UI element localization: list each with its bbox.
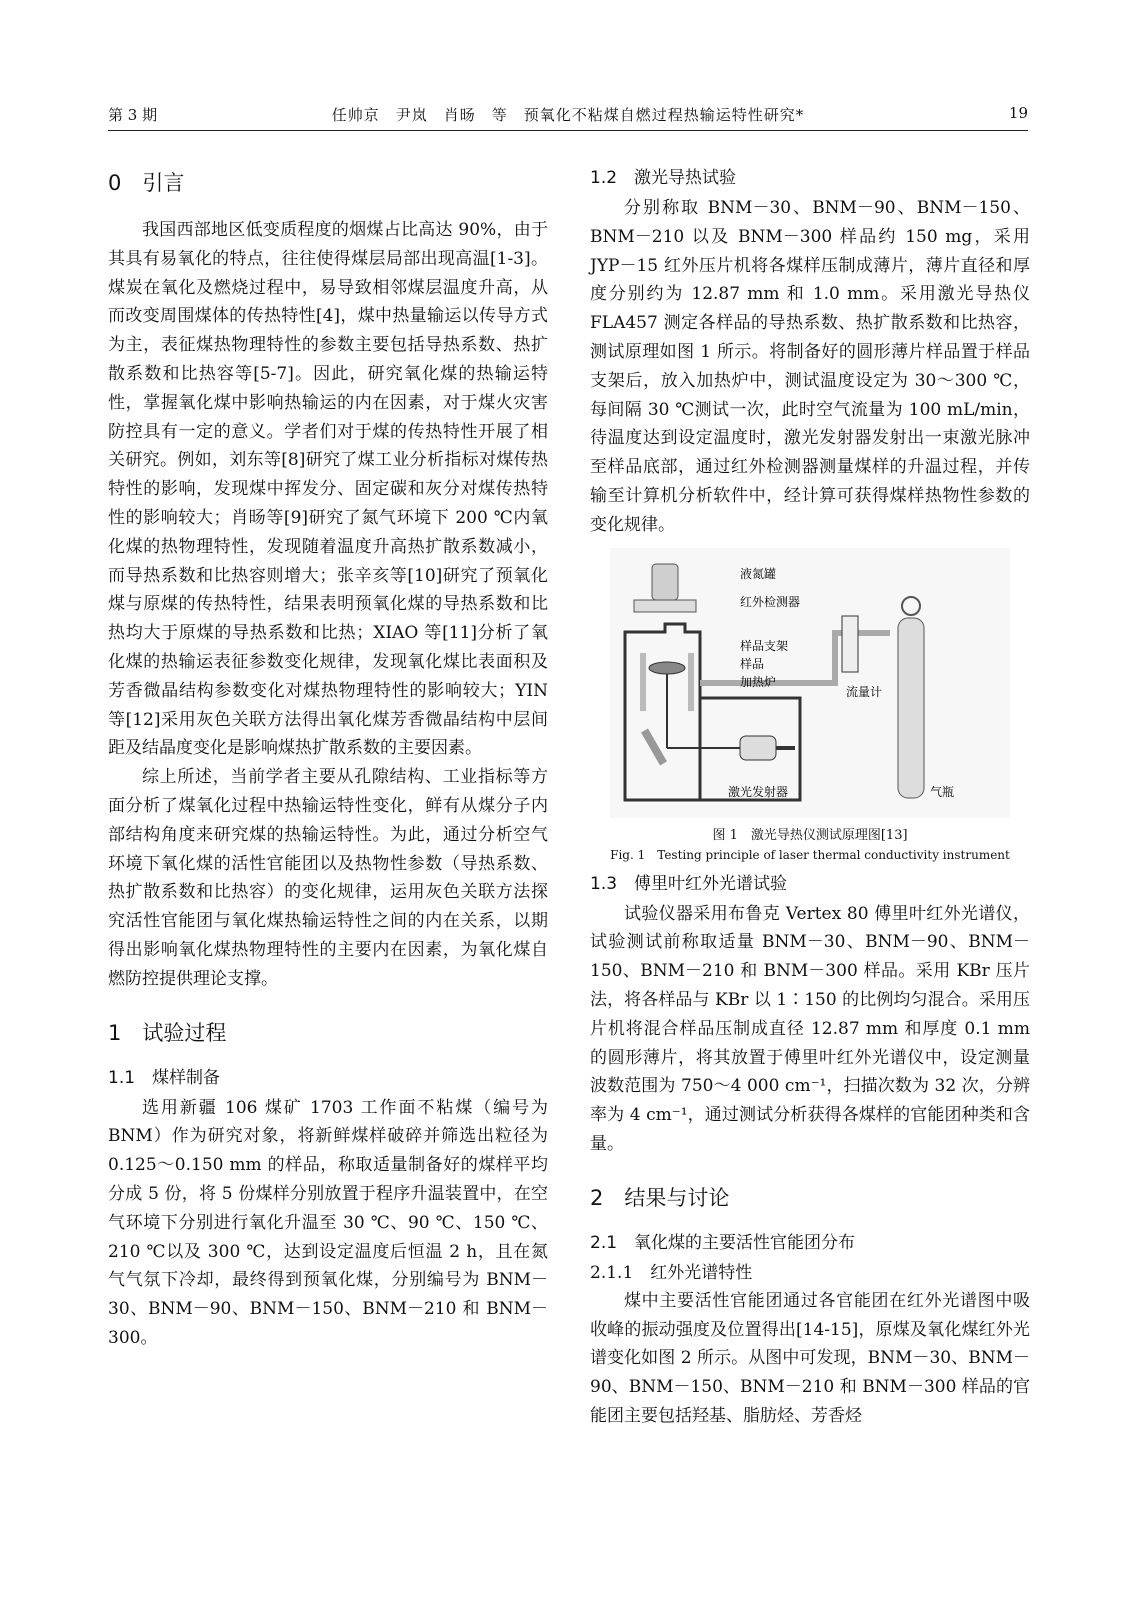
flowmeter-body [842,616,858,672]
header-rule [108,130,1028,131]
section-2-title: 2 结果与讨论 [590,1185,730,1210]
label-flowmeter: 流量计 [846,684,883,699]
label-gas-cylinder: 气瓶 [930,784,955,799]
right-column [590,160,1030,1431]
section-1-2-paragraph: 分别称取 BNM－30、BNM－90、BNM－150、BNM－210 以及 BNM－300 样品约 150 mg，采用 JYP－15 红外压片机将各煤样压制成薄片，薄片直径和厚度分别约为 12.87 mm 和 1.0 mm。采用激光导热仪 FLA457 测定各样品的导热系数、热扩散系数和比热容，测试原理如图 1 所示。将制备好的圆形薄片样品置于样品支架后，放入加热炉中，测试温度设定为 30～300 ℃，每间隔 30 ℃测试一次，此时空气流量为 100 mL/min，待温度达到设定温度时，激光发射器发射出一束激光脉冲至样品底部，通过红外检测器测量煤样的升温过程，并传输至计算机分析软件中，经计算可获得煤样热物性参数的变化规律。 [590,198,1030,535]
section-1-3-title: 1.3 傅里叶红外光谱试验 [590,873,788,894]
laser-flash-schematic [590,548,1030,818]
label-sample-holder: 样品支架 [740,638,789,653]
section-1-title: 1 试验过程 [108,1020,227,1045]
section-2-1-title: 2.1 氧化煤的主要活性官能团分布 [590,1232,856,1253]
sample-disk [649,662,685,674]
label-sample: 样品 [740,656,765,671]
label-furnace: 加热炉 [740,674,777,689]
issue-number: 第 3 期 [108,106,158,124]
section-1-1-title: 1.1 煤样制备 [108,1067,221,1088]
label-ir-detector: 红外检测器 [740,594,801,609]
running-header [108,104,1028,132]
figure-1-caption-en: Fig. 1 Testing principle of laser thermal conductivity instrument [610,847,1010,862]
liquid-nitrogen-tank [652,564,678,600]
page-number: 19 [1008,104,1028,122]
section-2-1-1-paragraph: 煤中主要活性官能团通过各官能团在红外光谱图中吸收峰的振动强度及位置得出[14-15]，原煤及氧化煤红外光谱变化如图 2 所示。从图中可发现，BNM－30、BNM－90、BNM－150、BNM－210 和 BNM－300 样品的官能团主要包括羟基、脂肪烃、芳香烃 [590,1290,1030,1426]
figure-1-caption-cn: 图 1 激光导热仪测试原理图[13] [712,827,908,843]
label-liquid-nitrogen: 液氮罐 [740,566,777,581]
furnace-wall-left [640,653,646,711]
running-title: 任帅京 尹岚 肖旸 等 预氧化不粘煤自燃过程热输运特性研究* [331,106,805,124]
left-column [108,160,548,1353]
intro-paragraph-2: 综上所述，当前学者主要从孔隙结构、工业指标等方面分析了煤氧化过程中热输运特性变化，鲜有从煤分子内部结构角度来研究煤的热输运特性。为此，通过分析空气环境下氧化煤的活性官能团以及热物性参数（导热系数、热扩散系数和比热容）的变化规律，运用灰色关联方法探究活性官能团与氧化煤热输运特性之间的内在关系，以期得出影响氧化煤热物理特性的主要内在因素，为氧化煤自燃防控提供理论支撑。 [108,767,548,989]
intro-paragraph-1: 我国西部地区低变质程度的烟煤占比高达 90%，由于其具有易氧化的特点，往往使得煤层局部出现高温[1-3]。煤炭在氧化及燃烧过程中，易导致相邻煤层温度升高，从而改变周围煤体的传热特性[4]，煤中热量输运以传导方式为主，表征煤热物理特性的参数主要包括导热系数、热扩散系数和比热容等[5-7]。因此，研究氧化煤的热输运特性，掌握氧化煤中影响热输运的内在因素，对于煤火灾害防控具有一定的意义。学者们对于煤的传热特性开展了相关研究。例如，刘东等[8]研究了煤工业分析指标对煤传热特性的影响，发现煤中挥发分、固定碳和灰分对煤传热特性的影响较大；肖旸等[9]研究了氮气环境下 200 ℃内氧化煤的热物理特性，发现随着温度升高热扩散系数减小，而导热系数和比热容则增大；张辛亥等[10]研究了预氧化煤与原煤的传热特性，结果表明预氧化煤的导热系数和比热均大于原煤的导热系数和比热；XIAO 等[11]分析了氧化煤的热输运表征参数变化规律，发现氧化煤比表面积及芳香微晶结构参数变化对煤热物理特性的影响较大；YIN 等[12]采用灰色关联方法得出氧化煤芳香微晶结构中层间距及结晶度变化是影响煤热扩散系数的主要因素。 [108,220,548,759]
furnace-wall-right [688,653,694,711]
figure-1 [590,548,1030,818]
section-0-title: 0 引言 [108,171,185,195]
ir-detector-block [634,600,696,612]
section-1-3-paragraph: 试验仪器采用布鲁克 Vertex 80 傅里叶红外光谱仪，试验测试前称取适量 BNM－30、BNM－90、BNM－150、BNM－210 和 BNM－300 样品。采用 KBr 压片法，将各样品与 KBr 以 1∶150 的比例均匀混合。采用压片机将混合样品压制成直径 12.87 mm 和厚度 0.1 mm 的圆形薄片，将其放置于傅里叶红外光谱仪中，设定测量波数范围为 750～4 000 cm⁻¹，扫描次数为 32 次，分辨率为 4 cm⁻¹，通过测试分析获得各煤样的官能团种类和含量。 [590,903,1030,1154]
section-1-2-title: 1.2 激光导热试验 [590,168,737,188]
gas-cylinder-body [898,618,924,798]
section-1-1-paragraph: 选用新疆 106 煤矿 1703 工作面不粘煤（编号为 BNM）作为研究对象，将新鲜煤样破碎并筛选出粒径为 0.125～0.150 mm 的样品，称取适量制备好的煤样平均分成 5 份，将 5 份煤样分别放置于程序升温装置中，在空气环境下分别进行氧化升温至 30 ℃、90 ℃、150 ℃、210 ℃以及 300 ℃，达到设定温度后恒温 2 h，且在氮气气氛下冷却，最终得到预氧化煤，分别编号为 BNM－30、BNM－90、BNM－150、BNM－210 和 BNM－300。 [108,1097,548,1348]
section-2-1-1-title: 2.1.1 红外光谱特性 [590,1262,753,1283]
label-laser: 激光发射器 [728,784,789,799]
laser-emitter [740,736,776,760]
